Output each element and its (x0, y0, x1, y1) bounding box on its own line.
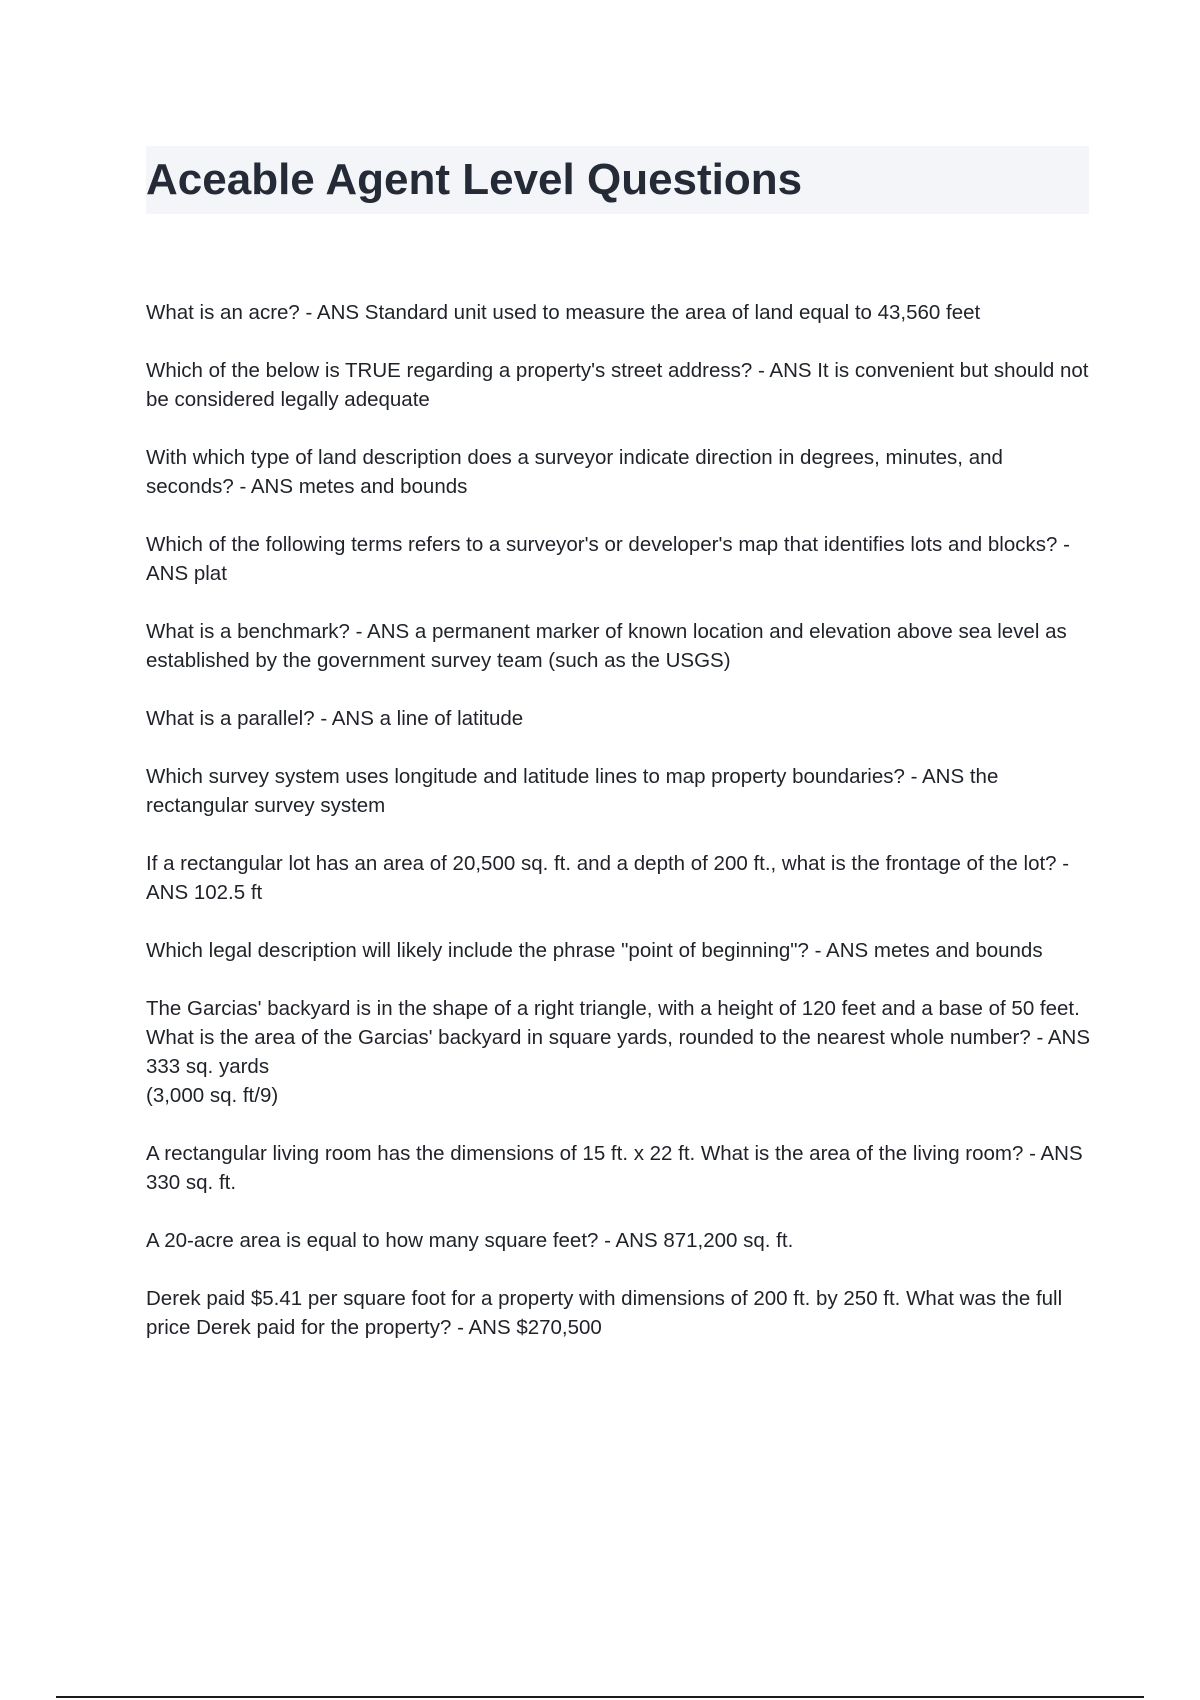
qa-item (146, 1284, 1096, 1342)
question-text: If a rectangular lot has an area of 20,500 sq. ft. and a depth of 200 ft., what is the frontage of the lot? - (146, 852, 1070, 875)
question-text: A 20-acre area is equal to how many square feet? - (146, 1229, 616, 1252)
answer-text: ANS a permanent marker of known location and elevation above sea level as established by the government survey team (such as the USGS) (146, 620, 1067, 672)
qa-item (146, 994, 1096, 1110)
question-text: Which of the following terms refers to a surveyor's or developer's map that identifies lots and blocks? - (146, 533, 1070, 556)
question-text: What is an acre? - (146, 301, 317, 324)
qa-item (146, 443, 1096, 501)
qa-item (146, 762, 1096, 820)
question-text: Which survey system uses longitude and latitude lines to map property boundaries? - (146, 765, 922, 788)
qa-item (146, 704, 1096, 733)
answer-text: ANS 330 sq. ft. (146, 1142, 1083, 1194)
page-title: Aceable Agent Level Questions (146, 155, 803, 204)
answer-text: ANS 333 sq. yards (146, 1026, 1091, 1078)
question-text: What is a benchmark? - (146, 620, 368, 643)
qa-item (146, 617, 1096, 675)
answer-text: ANS metes and bounds (250, 475, 468, 498)
answer-text: ANS Standard unit used to measure the area of land equal to 43,560 feet (316, 301, 981, 324)
qa-list (146, 298, 1096, 1371)
answer-text: ANS a line of latitude (331, 707, 524, 730)
qa-item (146, 936, 1096, 965)
question-text: What is a parallel? - (146, 707, 332, 730)
answer-text: ANS 102.5 ft (146, 881, 263, 904)
qa-item (146, 1226, 1096, 1255)
answer-text: ANS 871,200 sq. ft. (615, 1229, 794, 1252)
question-text: Derek paid $5.41 per square foot for a property with dimensions of 200 ft. by 250 ft. What was the full price Derek paid for the property? - (146, 1287, 1063, 1339)
answer-text: ANS $270,500 (468, 1316, 602, 1339)
qa-item (146, 298, 1096, 327)
page-bottom-divider (56, 1696, 1144, 1698)
question-text: A rectangular living room has the dimensions of 15 ft. x 22 ft. What is the area of the living room? - (146, 1142, 1041, 1165)
question-text: With which type of land description does a surveyor indicate direction in degrees, minutes, and seconds? - (146, 446, 1003, 498)
question-text: Which legal description will likely include the phrase "point of beginning"? - (146, 939, 827, 962)
qa-item (146, 1139, 1096, 1197)
answer-text: ANS It is convenient but should not be considered legally adequate (146, 359, 1089, 411)
qa-item (146, 530, 1096, 588)
question-text: Which of the below is TRUE regarding a property's street address? - (146, 359, 770, 382)
qa-item (146, 356, 1096, 414)
qa-item (146, 849, 1096, 907)
answer-text: ANS plat (146, 562, 227, 585)
answer-note: (3,000 sq. ft/9) (146, 1084, 279, 1107)
title-banner (146, 146, 1089, 214)
answer-text: ANS metes and bounds (826, 939, 1043, 962)
answer-text: ANS the rectangular survey system (146, 765, 999, 817)
question-text: The Garcias' backyard is in the shape of a right triangle, with a height of 120 feet and a base of 50 feet. What is the area of the Garcias' backyard in square yards, rounded to the nearest whole number? - (146, 997, 1080, 1049)
